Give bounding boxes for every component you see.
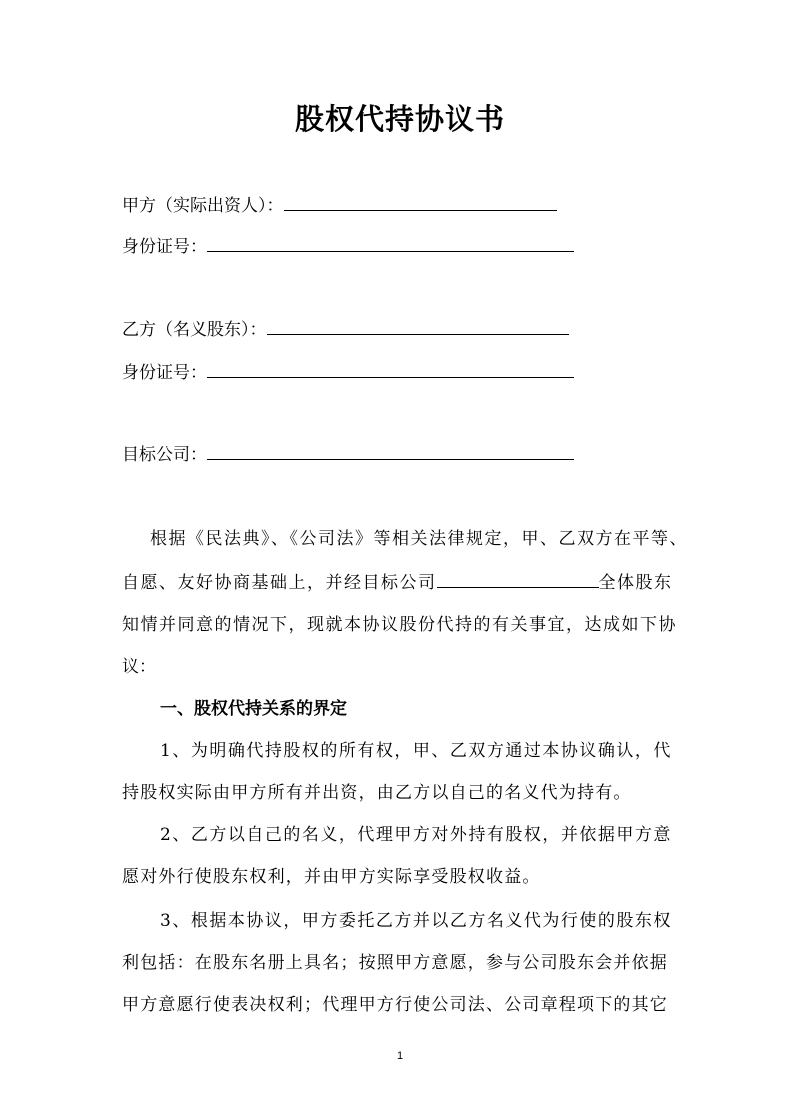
party-b-id-blank[interactable] xyxy=(207,359,574,378)
party-b-label: 乙方（名义股东）： xyxy=(122,320,267,340)
party-a-id-label: 身份证号： xyxy=(122,237,207,257)
clause-3-line-1: 3、根据本协议，甲方委托乙方并以乙方名义代为行使的股东权 xyxy=(160,911,672,931)
document-title: 股权代持协议书 xyxy=(294,102,505,136)
party-a-field xyxy=(122,192,557,218)
intro-company-blank[interactable] xyxy=(437,569,599,588)
clause-2-line-2: 愿对外行使股东权利，并由甲方实际享受股权收益。 xyxy=(122,867,541,887)
intro-line-3: 知情并同意的情况下，现就本协议股份代持的有关事宜，达成如下协 xyxy=(122,615,677,635)
intro-line-2 xyxy=(122,568,673,593)
clause-3-line-3: 甲方意愿行使表决权利；代理甲方行使公司法、公司章程项下的其它 xyxy=(122,995,668,1015)
party-b-id-field xyxy=(122,359,574,385)
intro-line-2-text-a: 自愿、友好协商基础上，并经目标公司 xyxy=(122,573,437,593)
party-b-blank[interactable] xyxy=(267,316,569,335)
section-1-heading: 一、股权代持关系的界定 xyxy=(160,699,347,719)
page-number: 1 xyxy=(396,1050,404,1062)
intro-line-1: 根据《民法典》、《公司法》等相关法律规定，甲、乙双方在平等、 xyxy=(150,529,688,549)
intro-line-2-text-b: 全体股东 xyxy=(598,573,673,593)
clause-1-line-2: 持股权实际由甲方所有并出资，由乙方以自己的名义代为持有。 xyxy=(122,783,632,803)
clause-1-line-1: 1、为明确代持股权的所有权，甲、乙双方通过本协议确认，代 xyxy=(160,741,672,761)
party-a-id-field xyxy=(122,233,574,259)
party-a-id-blank[interactable] xyxy=(207,233,574,252)
party-a-label: 甲方（实际出资人）： xyxy=(122,196,284,216)
party-b-field xyxy=(122,316,569,342)
target-company-blank[interactable] xyxy=(207,441,574,460)
target-company-label: 目标公司： xyxy=(122,445,207,465)
clause-3-line-2: 利包括：在股东名册上具名；按照甲方意愿，参与公司股东会并依据 xyxy=(122,953,668,973)
party-b-id-label: 身份证号： xyxy=(122,363,207,383)
intro-line-4: 议： xyxy=(122,657,156,677)
clause-2-line-1: 2、乙方以自己的名义，代理甲方对外持有股权，并依据甲方意 xyxy=(160,825,672,845)
party-a-blank[interactable] xyxy=(284,192,557,211)
target-company-field xyxy=(122,441,574,467)
